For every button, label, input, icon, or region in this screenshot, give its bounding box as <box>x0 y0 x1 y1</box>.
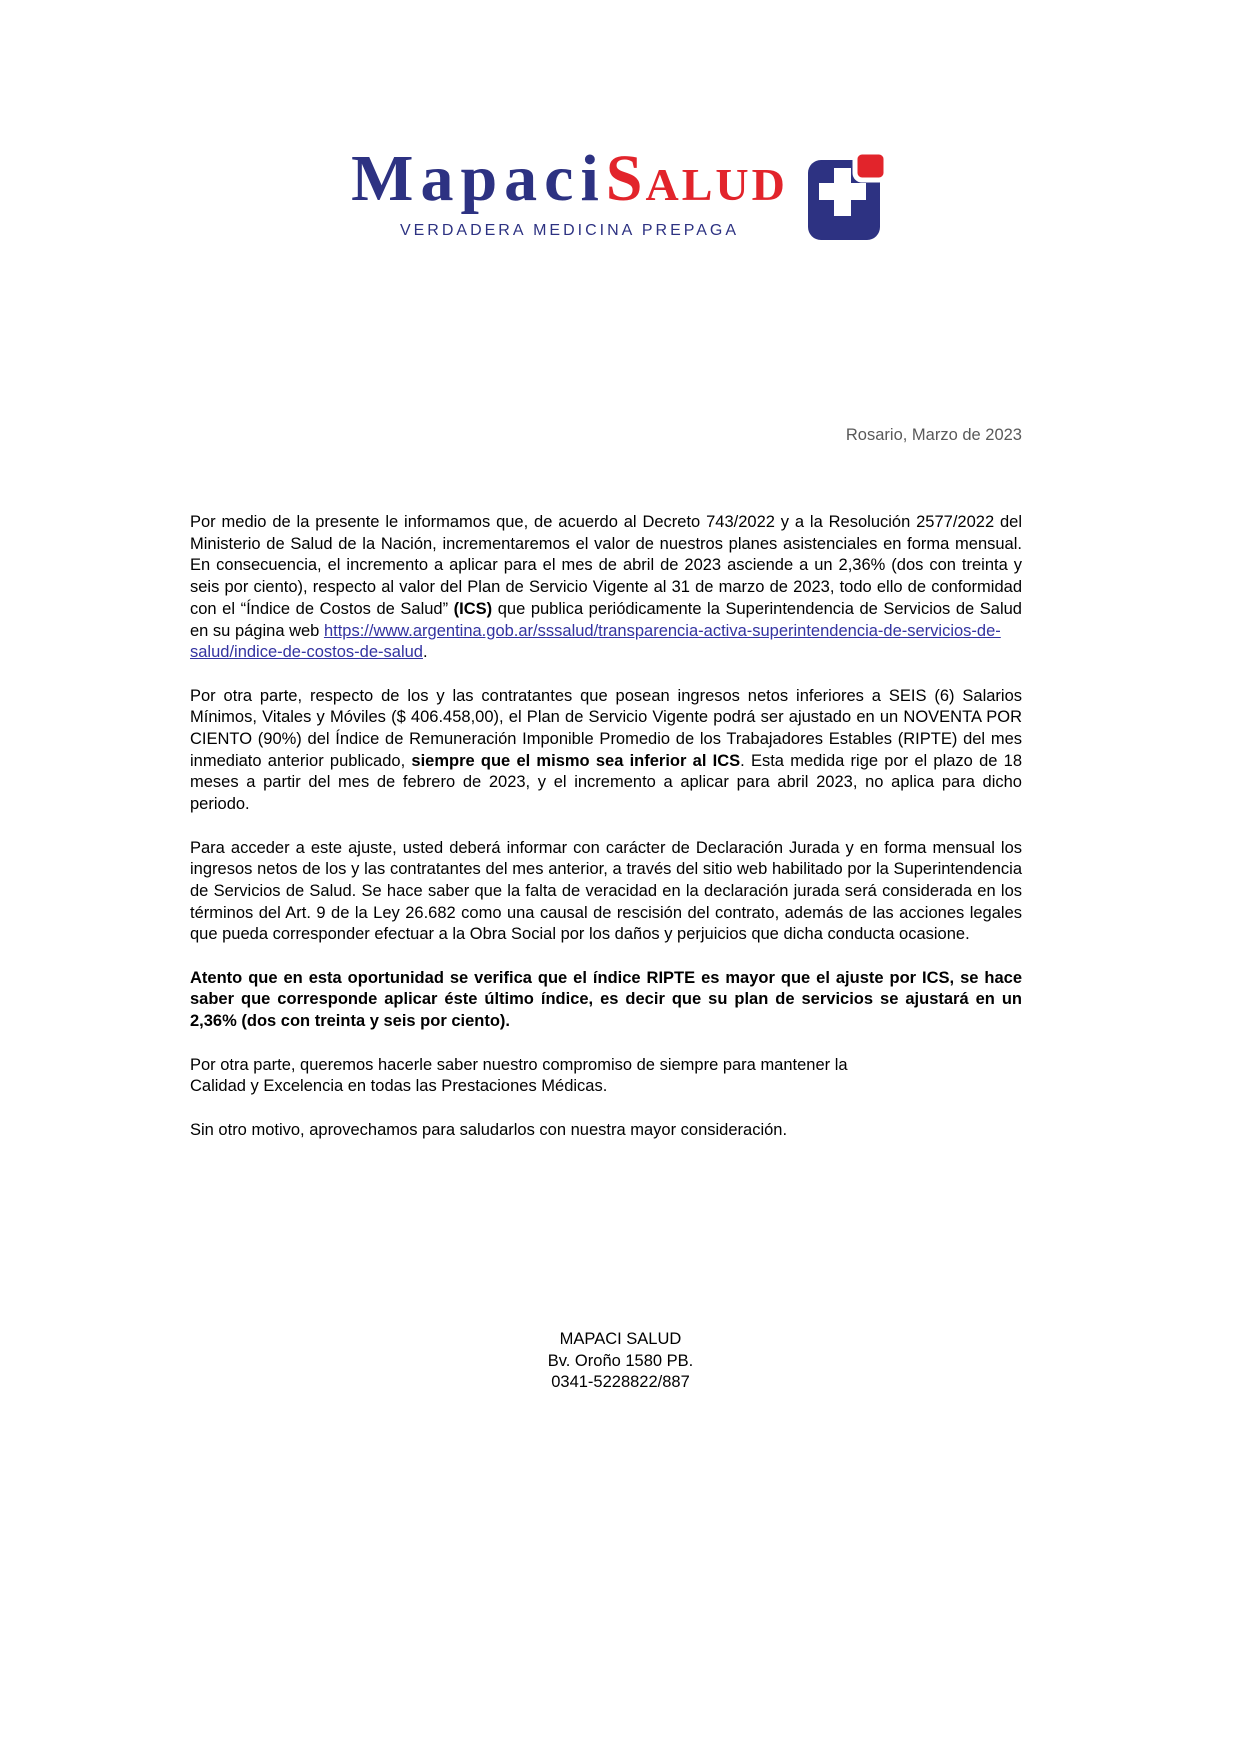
text-run: . <box>422 643 428 662</box>
index-applied-bold-paragraph <box>190 968 1022 1033</box>
brand-wordmark <box>351 142 788 215</box>
text-run: Por otra parte, queremos hacerle saber nuestro compromiso de siempre para mantener la <box>190 1055 848 1074</box>
ics-url-link[interactable]: salud/indice-de-costos-de-salud <box>190 643 423 662</box>
closing-paragraph <box>190 1120 1022 1142</box>
text-run: Para acceder a este ajuste, usted deberá informar con carácter de Declaración Jurada y en forma mensual los ingresos netos de los y las contratantes del mes anterior, a través del sitio web habilitado por la Superintendencia de Servicios de Salud. Se hace saber que la falta de veracidad en la declaración jurada será considerada en los términos del Art. 9 de la Ley 26.682 como una causal de rescisión del contrato, además de las acciones legales que pueda corresponder efectuar a la Obra Social por los daños y perjuicios que dicha conducta ocasione. <box>190 838 1022 944</box>
text-run: Por otra parte, respecto de los y las contratantes que posean ingresos netos inferiores a SEIS (6) Salarios Mínimos, Vitales y Móviles ($ 406.458,00), el Plan de Servicio Vigente podrá ser ajustado en un NOVENTA POR CIENTO (90%) del Índice de Remuneración Imponible Promedio de los Trabajadores Estables (RIPTE) del mes inmediato anterior publicado, <box>190 686 1022 770</box>
date-line: Rosario, Marzo de 2023 <box>845 426 1022 444</box>
medical-cross-icon <box>808 152 890 240</box>
commitment-paragraph <box>190 1055 1022 1098</box>
text-run: Por medio de la presente le informamos que, de acuerdo al Decreto 743/2022 y a la Resolución 2577/2022 del Ministerio de Salud de la Nación, incrementaremos el valor de nuestros planes asistenciales en forma mensual. En consecuencia, el incremento a aplicar para el mes de abril de 2023 asciende a un 2,36% (dos con treinta y seis por ciento), respecto al valor del Plan de Servicio Vigente al 31 de marzo de 2023, todo ello de conformidad con el “Índice de Costos de Salud” <box>190 513 1022 618</box>
signature-address: Bv. Oroño 1580 PB. <box>547 1351 694 1370</box>
text-run: que publica periódicamente la Superintendencia de Servicios de Salud en su página web <box>190 599 1022 640</box>
signature-phone: 0341-5228822/887 <box>551 1373 690 1392</box>
text-run: Sin otro motivo, aprovechamos para saludarlos con nuestra mayor consideración. <box>190 1120 788 1139</box>
bold-text-run: siempre que el mismo sea inferior al ICS <box>411 751 741 770</box>
text-run: . Esta medida rige por el plazo de 18 meses a partir del mes de febrero de 2023, y el incremento a aplicar para abril 2023, no aplica para dicho periodo. <box>190 751 1023 814</box>
letter-body <box>190 512 1022 1163</box>
signature-block <box>0 1329 1241 1394</box>
text-run: Calidad y Excelencia en todas las Prestaciones Médicas. <box>190 1077 608 1096</box>
brand-name-salud: Salud <box>605 142 788 215</box>
sworn-declaration-paragraph <box>190 838 1022 947</box>
logo-block <box>0 142 1241 240</box>
bold-text-run: Atento que en esta oportunidad se verifica que el índice RIPTE es mayor que el ajuste por ICS, se hace saber que corresponde aplicar éste último índice, es decir que su plan de servicios se ajustará en un 2,36% (dos con treinta y seis por ciento). <box>190 968 1022 1031</box>
intro-paragraph <box>190 512 1022 664</box>
ics-url-link[interactable]: https://www.argentina.gob.ar/sssalud/transparencia-activa-superintendencia-de-servicios-de- <box>323 621 1001 640</box>
signature-company: MAPACI SALUD <box>559 1330 682 1348</box>
brand-name-mapaci: Mapaci <box>351 142 606 215</box>
bold-text-run: (ICS) <box>453 599 493 618</box>
ripte-adjustment-paragraph <box>190 686 1022 816</box>
brand-tagline: VERDADERA MEDICINA PREPAGA <box>399 222 740 239</box>
